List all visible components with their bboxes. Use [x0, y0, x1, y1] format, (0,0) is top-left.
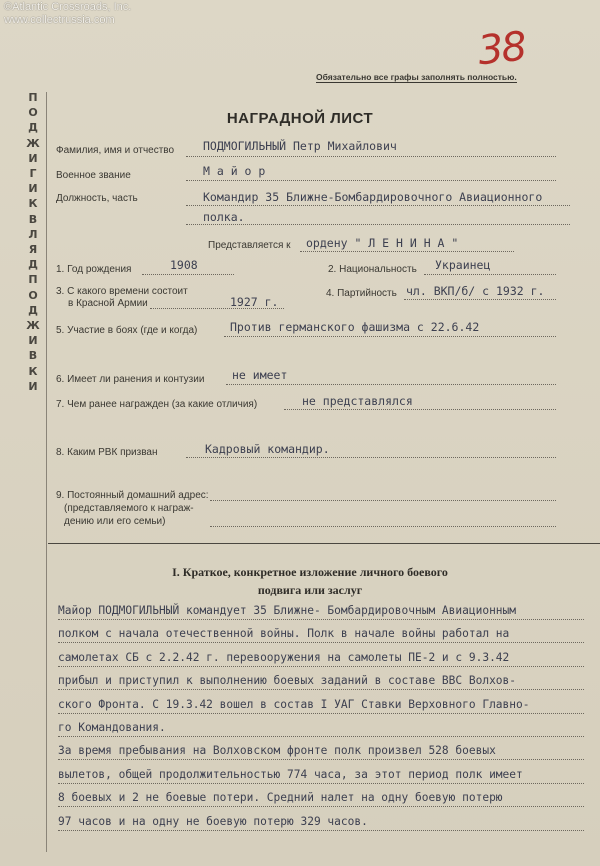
position-value-1: Командир 35 Ближне-Бомбардировочного Авиационного — [203, 190, 543, 204]
document-title: НАГРАДНОЙ ЛИСТ — [226, 110, 374, 127]
position-value-2: полка. — [203, 210, 245, 224]
rank-underline — [186, 180, 556, 181]
nationality-label: 2. Национальность — [328, 264, 417, 275]
section-title-2: подвига или заслуг — [257, 583, 363, 597]
narrative-underline — [58, 666, 584, 667]
narrative-line: Майор ПОДМОГИЛЬНЫЙ командует 35 Ближне- Бомбардировочным Авиационным — [58, 604, 517, 617]
battles-value: Против германского фашизма с 22.6.42 — [230, 320, 480, 334]
party-label: 4. Партийность — [326, 288, 397, 299]
rank-value: М а й о р — [203, 164, 266, 178]
awards-underline — [284, 409, 556, 410]
narrative-line: прибыл и приступил к выполнению боевых заданий в составе ВВС Волхов- — [58, 674, 517, 688]
awards-value: не представлялся — [302, 394, 413, 408]
army-label-1: 3. С какого времени состоит — [56, 286, 188, 297]
narrative-underline — [58, 619, 584, 620]
watermark-line-2: www.collectrussia.com — [4, 14, 115, 26]
presented-underline — [300, 251, 514, 252]
wounds-value: не имеет — [232, 368, 288, 382]
position-underline-1 — [186, 205, 570, 206]
name-underline — [186, 156, 556, 157]
address-label-1: 9. Постоянный домашний адрес: — [56, 490, 209, 501]
rvk-underline — [186, 457, 556, 458]
presented-label: Представляется к — [208, 240, 291, 251]
narrative-underline — [58, 759, 584, 760]
rvk-label: 8. Каким РВК призван — [56, 447, 158, 458]
watermark-line-1: ©Atlantic Crossroads, Inc. — [4, 1, 132, 13]
nationality-value: Украинец — [435, 258, 491, 272]
address-underline-1 — [210, 500, 556, 501]
fill-notice: Обязательно все графы заполнять полностью. — [316, 72, 517, 82]
address-label-3: дению или его семьи) — [64, 516, 166, 527]
battles-underline — [224, 336, 556, 337]
birth-underline — [142, 274, 234, 275]
address-underline-2 — [210, 526, 556, 527]
narrative-line: 97 часов и на одну не боевую потерю 329 часов. — [58, 814, 368, 828]
narrative-line: го Командования. — [58, 721, 166, 734]
narrative-underline — [58, 806, 584, 807]
margin-line — [46, 92, 47, 852]
position-label: Должность, часть — [56, 193, 138, 204]
address-label-2: (представляемого к награж- — [64, 503, 194, 514]
narrative-underline — [58, 689, 584, 690]
birth-value: 1908 — [170, 258, 198, 272]
position-underline-2 — [186, 224, 570, 225]
presented-value: ордену " Л Е Н И Н А " — [306, 236, 459, 250]
narrative-underline — [58, 830, 584, 831]
army-label-2: в Красной Армии — [68, 298, 148, 309]
narrative-line: ского Фронта. С 19.3.42 вошел в состав I УАГ Ставки Верховного Главно- — [58, 697, 530, 711]
narrative-line: полком с начала отечественной войны. Полк в начале войны работал на — [58, 627, 510, 641]
name-label: Фамилия, имя и отчество — [56, 145, 175, 156]
narrative-underline — [58, 642, 584, 643]
birth-label: 1. Год рождения — [56, 264, 132, 275]
party-underline — [404, 299, 556, 300]
wounds-underline — [226, 384, 556, 385]
battles-label: 5. Участие в боях (где и когда) — [56, 325, 198, 336]
rank-label: Военное звание — [56, 170, 131, 181]
narrative-underline — [58, 713, 584, 714]
awards-label: 7. Чем ранее награжден (за какие отличия) — [56, 399, 258, 410]
narrative-line: самолетах СБ с 2.2.42 г. перевооружения на самолеты ПЕ-2 и с 9.3.42 — [58, 650, 510, 664]
archive-number: 38 — [475, 23, 528, 75]
section-title-1: I. Краткое, конкретное изложение личного боевого — [172, 565, 448, 579]
army-value: 1927 г. — [230, 295, 279, 309]
narrative-line: 8 боевых и 2 не боевые потери. Средний налет на одну боевую потерю — [58, 791, 503, 805]
narrative-underline — [58, 736, 584, 737]
watermark — [4, 1, 131, 27]
wounds-label: 6. Имеет ли ранения и контузии — [56, 374, 205, 385]
rvk-value: Кадровый командир. — [205, 442, 330, 456]
name-value: ПОДМОГИЛЬНЫЙ Петр Михайлович — [203, 139, 397, 153]
narrative-line: вылетов, общей продолжительностью 774 часа, за этот период полк имеет — [58, 767, 523, 781]
nationality-underline — [424, 274, 556, 275]
narrative-underline — [58, 783, 584, 784]
side-vertical-text: П О Д Ж И Г И К В Л Я Д П О Д Ж И В К И — [26, 91, 40, 393]
narrative-line: За время пребывания на Волховском фронте полк произвел 528 боевых — [58, 744, 496, 758]
section-separator — [48, 543, 600, 544]
party-value: чл. ВКП/б/ с 1932 г. — [406, 284, 545, 298]
